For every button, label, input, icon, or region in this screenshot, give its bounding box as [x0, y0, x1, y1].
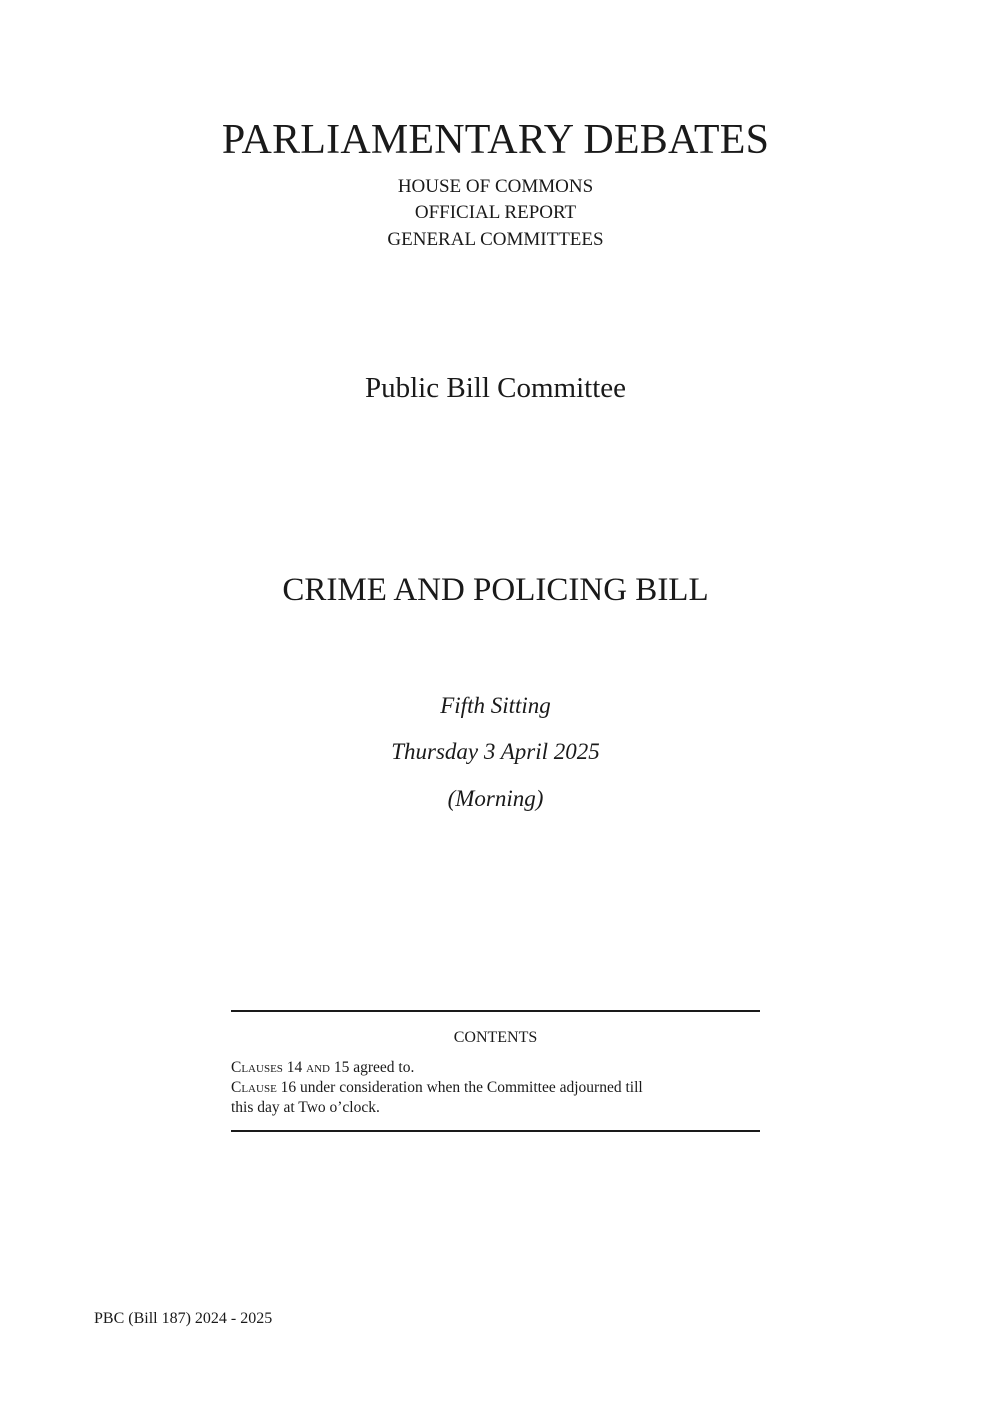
- footer-reference: PBC (Bill 187) 2024 - 2025: [94, 1310, 273, 1327]
- committee-category-label: GENERAL COMMITTEES: [387, 229, 604, 250]
- and-word: and: [306, 1059, 330, 1076]
- clause-word: Clause: [231, 1079, 277, 1096]
- contents-item-continuation: [231, 1098, 760, 1118]
- contents-item-clauses-agreed: [231, 1058, 760, 1078]
- report-title: PARLIAMENTARY DEBATES: [221, 117, 770, 163]
- committee-name: Public Bill Committee: [365, 372, 626, 404]
- clause-consideration-text: 16 under consideration when the Committee adjourned till: [280, 1079, 643, 1096]
- contents-heading: CONTENTS: [453, 1029, 538, 1046]
- clauses-word: Clauses: [231, 1059, 283, 1076]
- report-type-label: OFFICIAL REPORT: [414, 202, 577, 223]
- clause-number: 14: [286, 1059, 303, 1076]
- house-label: HOUSE OF COMMONS: [397, 176, 594, 197]
- contents-top-rule: [231, 1010, 760, 1012]
- contents-bottom-rule: [231, 1130, 760, 1132]
- clauses-agreed-text: 15 agreed to.: [333, 1059, 415, 1076]
- contents-item-clause-consideration: [231, 1078, 760, 1098]
- contents-list: [231, 1058, 760, 1118]
- sitting-number: Fifth Sitting: [440, 693, 551, 718]
- sitting-session: (Morning): [447, 786, 544, 811]
- clause-consideration-continuation: this day at Two o’clock.: [231, 1099, 380, 1116]
- sitting-date: Thursday 3 April 2025: [391, 739, 600, 764]
- bill-title: CRIME AND POLICING BILL: [282, 572, 709, 608]
